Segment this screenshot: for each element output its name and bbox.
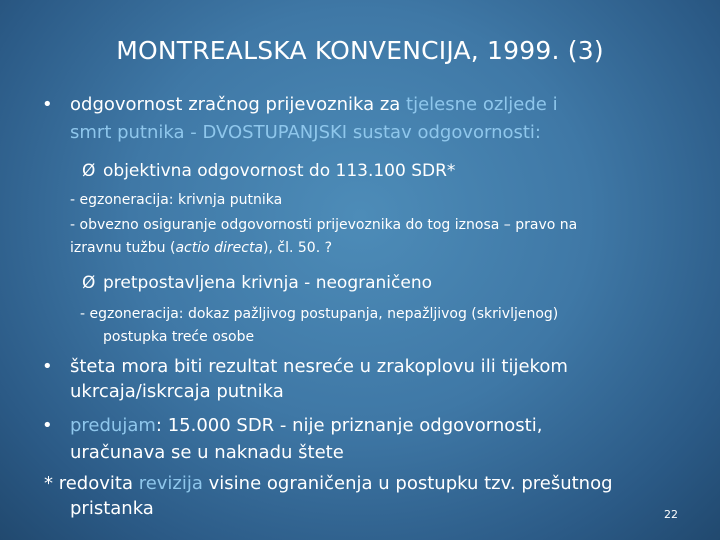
slide-title: MONTREALSKA KONVENCIJA, 1999. (3)	[116, 36, 604, 65]
page-number: 22	[664, 508, 678, 521]
sub-heading-1: objektivna odgovornost do 113.100 SDR*	[103, 161, 456, 181]
bullet-1-line-1: odgovornost zračnog prijevoznika za tjelesne ozljede i	[70, 94, 558, 115]
bullet-marker: •	[42, 356, 53, 377]
sub-heading-2: pretpostavljena krivnja - neograničeno	[103, 273, 433, 293]
highlight-text: tjelesne ozljede i	[406, 94, 558, 115]
bullet-2-line-2: ukrcaja/iskrcaja putnika	[70, 381, 284, 402]
arrow-bullet-icon: Ø	[82, 161, 96, 181]
sub-2-detail-2: postupka treće osobe	[103, 329, 255, 345]
bullet-1-line-2: smrt putnika - DVOSTUPANJSKI sustav odgovornosti:	[70, 122, 541, 143]
bullet-marker: •	[42, 94, 53, 115]
sub-1-detail-1: - egzoneracija: krivnja putnika	[70, 192, 283, 208]
footnote-line-1: * redovita revizija visine ograničenja u postupku tzv. prešutnog	[44, 473, 613, 494]
bullet-3-line-1: predujam: 15.000 SDR - nije priznanje odgovornosti,	[70, 415, 543, 436]
bullet-2-line-1: šteta mora biti rezultat nesreće u zrakoplovu ili tijekom	[70, 356, 568, 377]
bullet-marker: •	[42, 415, 53, 436]
sub-1-detail-3: izravnu tužbu (actio directa), čl. 50. ?	[70, 240, 333, 256]
sub-2-detail-1: - egzoneracija: dokaz pažljivog postupanja, nepažljivog (skrivljenog)	[80, 306, 559, 322]
highlight-text: revizija	[138, 473, 203, 494]
arrow-bullet-icon: Ø	[82, 273, 96, 293]
bullet-3-line-2: uračunava se u naknadu štete	[70, 442, 344, 463]
footnote-line-2: pristanka	[70, 498, 154, 519]
sub-1-detail-2: - obvezno osiguranje odgovornosti prijevoznika do tog iznosa – pravo na	[70, 217, 578, 233]
highlight-text: predujam	[70, 415, 156, 436]
